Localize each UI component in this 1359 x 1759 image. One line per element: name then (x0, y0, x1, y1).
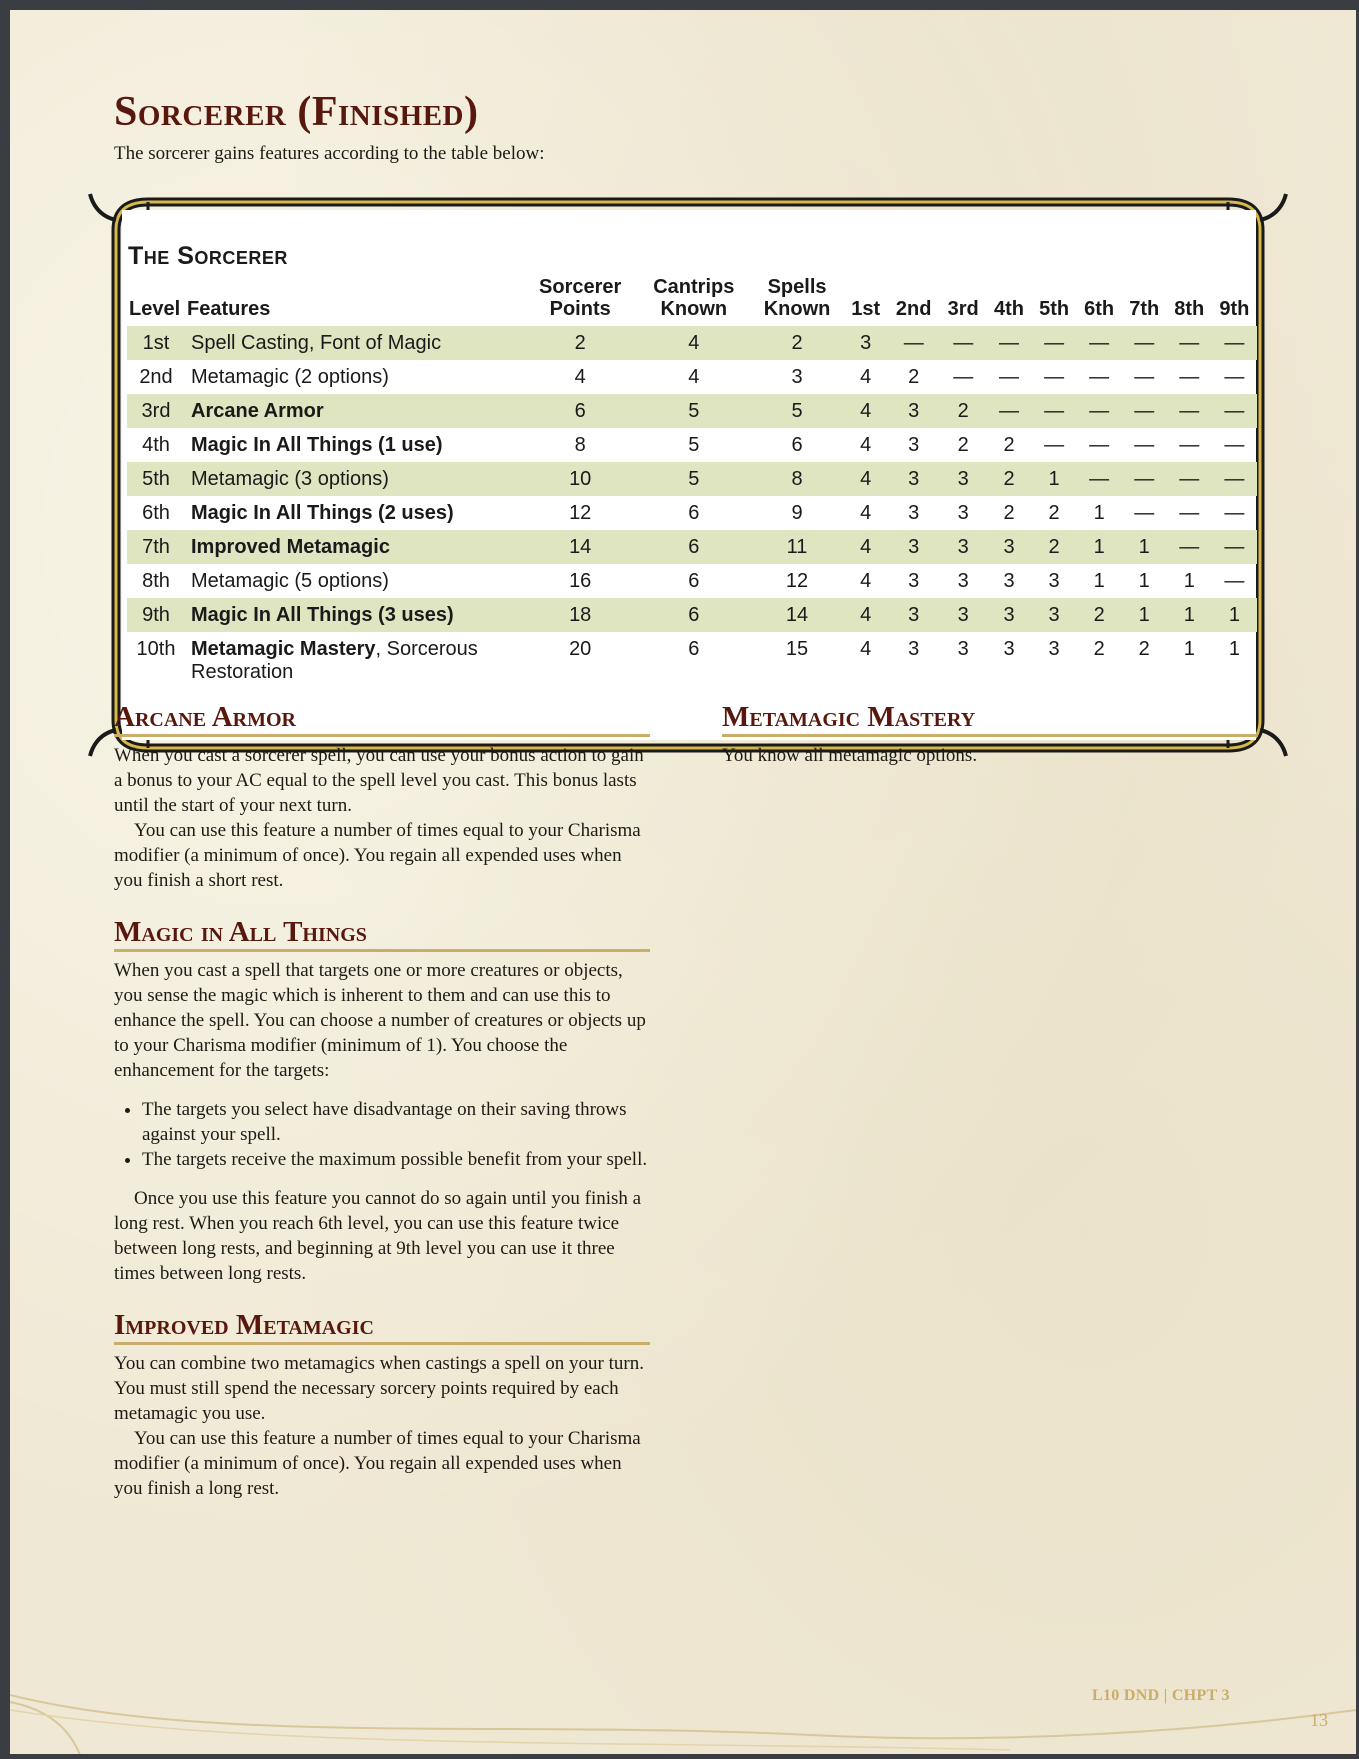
cell-slot-9: — (1212, 394, 1257, 428)
cell-slot-9: — (1224, 569, 1245, 592)
cell-level: 10th (136, 638, 176, 660)
cell-slot-7: 1 (1122, 598, 1167, 632)
cell-slot-4: — (999, 365, 1020, 388)
table-row (127, 428, 1257, 462)
table-row (127, 632, 1257, 688)
cell-spells-known: 5 (750, 394, 844, 428)
cell-spells-known: 8 (750, 462, 844, 496)
cell-slot-9: — (1212, 326, 1257, 360)
cell-features (185, 632, 523, 688)
header-slot-5: 5th (1039, 298, 1070, 320)
paragraph: You can use this feature a number of times equal to your Charisma modifier (a minimum of once). You regain all expended uses when you finish a long rest. (114, 1428, 641, 1499)
cell-features (185, 496, 523, 530)
cell-features (185, 598, 523, 632)
cell-slot-6: 1 (1077, 530, 1122, 564)
feature-bold: Magic In All Things (3 uses) (191, 603, 454, 626)
document-page (10, 10, 1356, 1754)
left-column (114, 700, 650, 1523)
cell-slot-1: 4 (860, 569, 872, 592)
cell-slot-1: 4 (860, 433, 872, 456)
page-title: Sorcerer (Finished) (114, 89, 479, 135)
cell-slot-5: 1 (1032, 462, 1077, 496)
feature-bold: Magic In All Things (1 use) (191, 433, 443, 456)
cell-cantrips-known: 4 (637, 326, 750, 360)
cell-slot-2: 3 (887, 598, 939, 632)
cell-level: 3rd (127, 394, 185, 428)
cell-slot-6: — (1077, 394, 1122, 428)
cell-slot-4: — (986, 326, 1031, 360)
cell-spells-known: 15 (785, 638, 809, 660)
cell-slot-8: — (1167, 462, 1212, 496)
cell-cantrips-known: 6 (688, 569, 700, 592)
header-slot-4: 4th (994, 298, 1025, 320)
cell-slot-1: 4 (844, 530, 888, 564)
list-item: • The targets receive the maximum possible benefit from your spell. (142, 1147, 650, 1172)
cell-slot-6: — (1077, 326, 1122, 360)
cell-slot-6: 2 (1093, 638, 1105, 660)
intro-text: The sorcerer gains features according to the table below: (114, 143, 545, 164)
cell-slot-8: — (1179, 365, 1200, 388)
cell-slot-2: 2 (908, 365, 920, 388)
cell-spells-known: 2 (750, 326, 844, 360)
cell-cantrips-known: 6 (637, 530, 750, 564)
cell-slot-4: 2 (986, 462, 1031, 496)
feature-text: Metamagic (2 options) (191, 365, 389, 388)
cell-slot-1: 4 (860, 365, 872, 388)
cell-slot-1: 4 (844, 598, 888, 632)
cell-slot-3: 3 (957, 638, 969, 660)
cell-slot-9: — (1212, 462, 1257, 496)
cell-slot-7: — (1134, 433, 1155, 456)
header-slot-2: 2nd (895, 298, 932, 320)
header-slot-1: 1st (851, 298, 881, 320)
cell-slot-1: 4 (844, 462, 888, 496)
cell-spells-known: 12 (785, 569, 809, 592)
paragraph: You can use this feature a number of times equal to your Charisma modifier (a minimum of once). You regain all expended uses when you finish a short rest. (114, 820, 641, 891)
cell-sorcerer-points: 6 (523, 394, 637, 428)
cell-spells-known: 11 (750, 530, 844, 564)
cell-slot-6: — (1077, 462, 1122, 496)
paragraph: When you cast a sorcerer spell, you can use your bonus action to gain a bonus to your AC equal to the spell level you cast. This bonus lasts until the start of your next turn. (114, 745, 644, 816)
cell-sorcerer-points: 14 (523, 530, 637, 564)
cell-features (185, 564, 523, 598)
cell-slot-7: 1 (1138, 569, 1150, 592)
table-row (127, 360, 1257, 394)
cell-level: 5th (127, 462, 185, 496)
cell-slot-4: 3 (1003, 638, 1015, 660)
cell-slot-9: — (1224, 501, 1245, 524)
cell-slot-5: 3 (1048, 569, 1060, 592)
cell-slot-4: 2 (1003, 501, 1015, 524)
cell-level: 6th (142, 501, 170, 524)
enhancement-list (114, 1097, 650, 1172)
cell-slot-3: 3 (940, 462, 987, 496)
cell-slot-8: — (1167, 394, 1212, 428)
cell-cantrips-known: 6 (688, 638, 700, 660)
cell-sorcerer-points: 20 (569, 638, 592, 660)
cell-slot-2: 3 (908, 638, 920, 660)
header-level: Level (129, 298, 181, 320)
cell-slot-3: — (940, 326, 987, 360)
cell-slot-5: — (1044, 365, 1065, 388)
cell-sorcerer-points: 12 (569, 501, 592, 524)
cell-slot-7: — (1122, 326, 1167, 360)
cell-spells-known: 9 (791, 501, 803, 524)
header-spells-known: Spells Known (763, 276, 831, 320)
cell-slot-3: 3 (940, 598, 987, 632)
table-row (127, 496, 1257, 530)
cell-sorcerer-points: 16 (569, 569, 592, 592)
cell-slot-8: — (1167, 326, 1212, 360)
cell-slot-4: 2 (1003, 433, 1015, 456)
cell-slot-1: 4 (844, 394, 888, 428)
cell-slot-5: 3 (1032, 598, 1077, 632)
header-slot-7: 7th (1129, 298, 1160, 320)
feature-bold: Arcane Armor (191, 399, 324, 422)
cell-slot-6: — (1089, 433, 1110, 456)
footer-label: L10 DND | CHPT 3 (1092, 1687, 1230, 1704)
cell-slot-7: — (1122, 394, 1167, 428)
heading-improved-metamagic: Improved Metamagic (114, 1308, 650, 1345)
cell-slot-9: 1 (1212, 598, 1257, 632)
cell-slot-8: — (1179, 433, 1200, 456)
cell-features (185, 326, 523, 360)
cell-slot-8: 1 (1167, 598, 1212, 632)
cell-cantrips-known: 5 (637, 462, 750, 496)
cell-slot-3: 3 (940, 530, 987, 564)
cell-features (185, 462, 523, 496)
cell-slot-3: 2 (940, 394, 987, 428)
cell-slot-6: 1 (1093, 501, 1105, 524)
cell-sorcerer-points: 18 (523, 598, 637, 632)
table-row (127, 564, 1257, 598)
cell-slot-8: — (1179, 501, 1200, 524)
cell-spells-known: 3 (791, 365, 803, 388)
cell-sorcerer-points: 10 (523, 462, 637, 496)
cell-slot-7: — (1122, 462, 1167, 496)
cell-slot-2: 3 (887, 530, 939, 564)
cell-slot-6: 1 (1093, 569, 1105, 592)
cell-sorcerer-points: 8 (574, 433, 586, 456)
cell-spells-known: 6 (791, 433, 803, 456)
cell-slot-9: — (1212, 530, 1257, 564)
cell-level: 8th (142, 569, 170, 592)
cell-cantrips-known: 5 (688, 433, 700, 456)
cell-features (185, 530, 523, 564)
cell-slot-7: 1 (1122, 530, 1167, 564)
table-row (127, 530, 1257, 564)
cell-sorcerer-points: 2 (523, 326, 637, 360)
cell-slot-7: — (1134, 501, 1155, 524)
table-row (127, 462, 1257, 496)
cell-slot-2: 3 (908, 433, 920, 456)
table-row (127, 326, 1257, 360)
cell-slot-3: 3 (957, 501, 969, 524)
cell-cantrips-known: 4 (688, 365, 700, 388)
sorcerer-table (127, 276, 1257, 688)
cell-slot-3: 2 (957, 433, 969, 456)
cell-slot-9: — (1224, 433, 1245, 456)
cell-slot-5: — (1032, 326, 1077, 360)
heading-metamagic-mastery: Metamagic Mastery (722, 700, 1258, 737)
header-slot-6: 6th (1084, 298, 1115, 320)
cell-sorcerer-points: 4 (574, 365, 586, 388)
cell-slot-9: 1 (1228, 638, 1240, 660)
heading-magic-in-all-things: Magic in All Things (114, 915, 650, 952)
table-title: The Sorcerer (128, 242, 288, 270)
feature-bold: Improved Metamagic (191, 535, 390, 558)
cell-slot-4: 3 (986, 530, 1031, 564)
cell-slot-1: 4 (860, 638, 872, 660)
cell-slot-8: — (1167, 530, 1212, 564)
section-magic-in-all-things (114, 915, 650, 1286)
cell-slot-8: 1 (1183, 638, 1195, 660)
cell-features (185, 360, 523, 394)
cell-slot-2: 3 (908, 501, 920, 524)
table-row (127, 394, 1257, 428)
cell-slot-2: 3 (908, 569, 920, 592)
cell-features (185, 428, 523, 462)
cell-level: 9th (127, 598, 185, 632)
cell-slot-1: 3 (844, 326, 888, 360)
cell-slot-2: 3 (887, 394, 939, 428)
cell-level: 4th (142, 433, 170, 456)
paragraph: Once you use this feature you cannot do so again until you finish a long rest. When you reach 6th level, you can use this feature twice between long rests, and beginning at 9th level you can use it three times between long rests. (114, 1188, 642, 1284)
cell-slot-3: — (953, 365, 974, 388)
cell-level: 7th (127, 530, 185, 564)
table-row (127, 598, 1257, 632)
table-header-row (127, 276, 1257, 326)
cell-slot-5: — (1032, 394, 1077, 428)
feature-text: Metamagic (3 options) (191, 467, 389, 490)
paragraph: When you cast a spell that targets one or more creatures or objects, you sense the magic which is inherent to them and can use this to enhance the spell. You can choose a number of creatures or objects up to your Charisma modifier (minimum of 1). You choose the enhancement for the targets: (114, 960, 646, 1081)
cell-slot-7: 2 (1138, 638, 1150, 660)
feature-text: Metamagic (5 options) (191, 569, 389, 592)
section-improved-metamagic (114, 1308, 650, 1501)
right-column (722, 700, 1258, 790)
paragraph: You know all metamagic options. (722, 745, 978, 766)
header-sorcerer-points: Sorcerer Points (539, 276, 622, 320)
section-arcane-armor (114, 700, 650, 893)
cell-slot-2: — (887, 326, 939, 360)
header-features: Features (187, 298, 271, 320)
cell-cantrips-known: 6 (688, 501, 700, 524)
header-slot-9: 9th (1219, 298, 1250, 320)
cell-cantrips-known: 6 (637, 598, 750, 632)
section-metamagic-mastery (722, 700, 1258, 768)
cell-slot-5: 2 (1032, 530, 1077, 564)
page-number: 13 (1310, 1710, 1328, 1730)
cell-slot-5: 2 (1048, 501, 1060, 524)
feature-text: , Sorcerous Restoration (191, 638, 478, 683)
cell-slot-5: 3 (1048, 638, 1060, 660)
cell-slot-6: 2 (1077, 598, 1122, 632)
header-cantrips-known: Cantrips Known (653, 276, 735, 320)
cell-features (185, 394, 523, 428)
paragraph: You can combine two metamagics when castings a spell on your turn. You must still spend the necessary sorcery points required by each metamagic you use. (114, 1353, 644, 1424)
cell-slot-6: — (1089, 365, 1110, 388)
feature-bold: Magic In All Things (2 uses) (191, 501, 454, 524)
cell-slot-4: 3 (1003, 569, 1015, 592)
cell-level: 2nd (139, 365, 173, 388)
heading-arcane-armor: Arcane Armor (114, 700, 650, 737)
header-slot-8: 8th (1174, 298, 1205, 320)
cell-slot-2: 3 (887, 462, 939, 496)
cell-slot-4: — (986, 394, 1031, 428)
cell-spells-known: 14 (750, 598, 844, 632)
cell-slot-3: 3 (957, 569, 969, 592)
cell-slot-8: 1 (1183, 569, 1195, 592)
feature-bold: Metamagic Mastery (191, 638, 376, 660)
cell-slot-4: 3 (986, 598, 1031, 632)
cell-cantrips-known: 5 (637, 394, 750, 428)
header-slot-3: 3rd (947, 298, 979, 320)
feature-text: Spell Casting, Font of Magic (191, 331, 442, 354)
cell-slot-5: — (1044, 433, 1065, 456)
cell-slot-1: 4 (860, 501, 872, 524)
cell-level: 1st (127, 326, 185, 360)
cell-slot-9: — (1224, 365, 1245, 388)
list-item: • The targets you select have disadvantage on their saving throws against your spell. (142, 1097, 650, 1147)
cell-slot-7: — (1134, 365, 1155, 388)
